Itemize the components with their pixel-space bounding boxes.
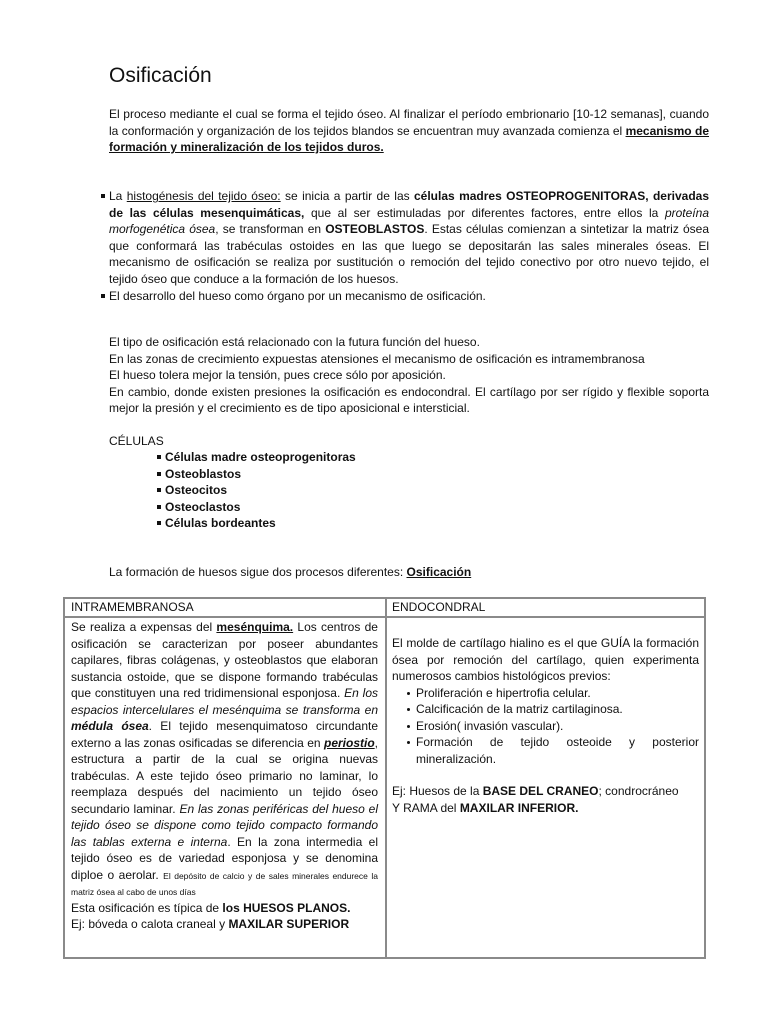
bullet-dot-icon <box>407 741 410 744</box>
endo-item-label: Erosión( invasión vascular). <box>416 718 564 733</box>
cell-item-label: Osteoblastos <box>165 466 242 481</box>
ossification-table <box>63 597 706 959</box>
bullet-text: El desarrollo del hueso como órgano por un mecanismo de osificación. <box>109 289 486 303</box>
example-line <box>71 916 378 933</box>
cell-text: Los centros de osificación se caracterizan por poseer abundantes capilares, fibras colágenas, y osteoblastos que elaboran sustancia ostoide, que se dispone formando trabéculas que constituyen una red tridimensional esponjosa. <box>71 620 378 700</box>
table-divider <box>385 599 387 957</box>
para-line: En las zonas de crecimiento expuestas atensiones el mecanismo de osificación es intramembranosa <box>109 351 645 366</box>
bullet-text: se inicia a partir de las <box>280 189 414 203</box>
bullet-bone-development <box>109 288 709 305</box>
base-craneo-term: BASE DEL CRANEO <box>482 784 599 798</box>
endochondral-cell <box>392 635 699 816</box>
osteoblast-term: OSTEOBLASTOS <box>325 222 425 236</box>
bullet-dot-icon <box>407 692 410 695</box>
bullet-text: . Estas células comienzan a sintetizar la matriz ósea que conformará las trabéculas ostoides en las que luego se depositarán las sales minerales óseas. El mecanismo de osificación se realiza por sustitución o remoción del tejido conectivo por otro nuevo tejido, el tejido óseo que conduce a la formación de los huesos. <box>109 222 710 286</box>
protein-term: proteína morfogenética ósea <box>109 205 709 236</box>
endo-list-item <box>416 701 699 718</box>
cells-heading: CÉLULAS <box>109 434 164 448</box>
cell-small-text: El depósito de calcio y de sales minerales endurece la matriz ósea al cabo de unos días <box>71 870 378 897</box>
endo-item-label: Proliferación e hipertrofia celular. <box>416 685 591 700</box>
bullet-square-icon <box>101 194 105 198</box>
cell-text: . En la zona intermedia el tejido óseo es de variedad esponjosa y se denomina diploe o aerolar. <box>71 834 378 882</box>
cell-text: Ej: bóveda o calota craneal y <box>71 917 229 931</box>
bullet-square-icon <box>157 505 161 509</box>
bullet-histogenesis <box>109 188 709 287</box>
bullet-text: , se transforman en <box>215 222 326 236</box>
cell-item-label: Osteocitos <box>165 483 228 497</box>
bullet-square-icon <box>157 472 161 476</box>
cell-item <box>165 482 356 499</box>
endochondral-list <box>392 685 699 768</box>
cell-item <box>165 449 356 466</box>
cell-text: Y RAMA del <box>392 800 460 815</box>
cell-text: Ej: Huesos de la <box>392 784 483 798</box>
mesenquima-term: mesénquima. <box>216 620 294 634</box>
ossification-link: Osificación <box>406 565 472 579</box>
bullet-square-icon <box>157 521 161 525</box>
cell-item <box>165 466 356 483</box>
cell-text: . El tejido mesenquimatoso circundante externo a las zonas osificadas se diferencia en <box>71 719 378 750</box>
histogenesis-term: histogénesis del tejido óseo: <box>126 189 281 203</box>
para-line: El tipo de osificación está relacionado con la futura función del hueso. <box>109 335 480 349</box>
intramembranous-cell <box>71 619 378 933</box>
medula-term: médula ósea <box>71 719 149 733</box>
bullet-square-icon <box>157 488 161 492</box>
cell-item-label: Células bordeantes <box>165 516 276 530</box>
bullet-dot-icon <box>407 725 410 728</box>
endo-example-line-2 <box>392 800 699 817</box>
periostio-term: periostio <box>323 735 375 750</box>
bullet-square-icon <box>157 455 161 459</box>
para-line: El hueso tolera mejor la tensión, pues crece sólo por aposición. <box>109 368 446 382</box>
maxilar-inferior-term: MAXILAR INFERIOR. <box>459 800 579 815</box>
typical-line <box>71 900 378 917</box>
table-header-divider <box>65 616 704 618</box>
bullet-text: La <box>109 189 127 203</box>
cell-text: ; condrocráneo <box>598 784 679 798</box>
cell-item-label: Células madre osteoprogenitoras <box>165 450 356 464</box>
maxilar-superior-term: MAXILAR SUPERIOR <box>228 917 350 931</box>
cell-italic-text: En las zonas periféricas del hueso el tejido óseo se dispone como tejido compacto formando las tablas externa e interna <box>71 801 378 849</box>
intro-emphasis: mecanismo de formación y mineralización de los tejidos duros. <box>109 123 709 154</box>
cell-text: , estructura a partir de la cual se origina nuevas trabéculas. A este tejido óseo primario no laminar, lo reemplaza después del nacimiento un tejido óseo secundario laminar. <box>71 735 378 816</box>
bullet-dot-icon <box>407 708 410 711</box>
cell-text: Se realiza a expensas del <box>71 620 217 634</box>
flat-bones-term: los HUESOS PLANOS. <box>222 900 351 915</box>
cell-italic-text: En los espacios intercelulares el mesénquima se transforma en <box>71 686 379 717</box>
bullet-square-icon <box>101 294 105 298</box>
endo-item-label: Calcificación de la matriz cartilaginosa. <box>416 702 623 716</box>
endo-list-item <box>416 685 699 702</box>
cells-list <box>165 449 356 532</box>
osteoprogenitor-term: células madres OSTEOPROGENITORAS, derivadas de las células mesenquimáticas, <box>109 189 710 220</box>
formation-text: La formación de huesos sigue dos procesos diferentes: <box>109 565 407 579</box>
ossification-types-paragraph <box>109 334 709 417</box>
endo-list-item <box>416 734 699 767</box>
endo-example-line <box>392 783 699 800</box>
table-header-intramembranosa: INTRAMEMBRANOSA <box>71 600 194 614</box>
cell-item-label: Osteoclastos <box>165 499 241 514</box>
main-bullet-list <box>109 188 709 306</box>
endochondral-intro: El molde de cartílago hialino es el que GUÍA la formación ósea por remoción del cartílago, quien experimenta numerosos cambios histológicos previos: <box>392 636 699 683</box>
endo-list-item <box>416 718 699 735</box>
endo-item-label: Formación de tejido osteoide y posterior mineralización. <box>416 735 699 766</box>
intramembranous-text <box>71 619 378 900</box>
cell-item <box>165 515 356 532</box>
formation-sentence <box>109 564 471 581</box>
page-title: Osificación <box>109 64 212 87</box>
cell-item <box>165 499 356 516</box>
intro-text: El proceso mediante el cual se forma el tejido óseo. Al finalizar el período embrionario [10-12 semanas], cuando la conformación y organización de los tejidos blandos se encuentran muy avanzada comienza el <box>109 107 709 138</box>
table-header-endocondral: ENDOCONDRAL <box>392 600 486 614</box>
para-line: En cambio, donde existen presiones la osificación es endocondral. El cartílago por ser rígido y flexible soporta mejor la presión y el crecimiento es de tipo aposicional e intersticial. <box>109 384 709 415</box>
bullet-text: que al ser estimuladas por diferentes factores, entre ellos la <box>304 205 665 220</box>
intro-paragraph <box>109 106 709 156</box>
cell-text: Esta osificación es típica de <box>71 900 223 915</box>
